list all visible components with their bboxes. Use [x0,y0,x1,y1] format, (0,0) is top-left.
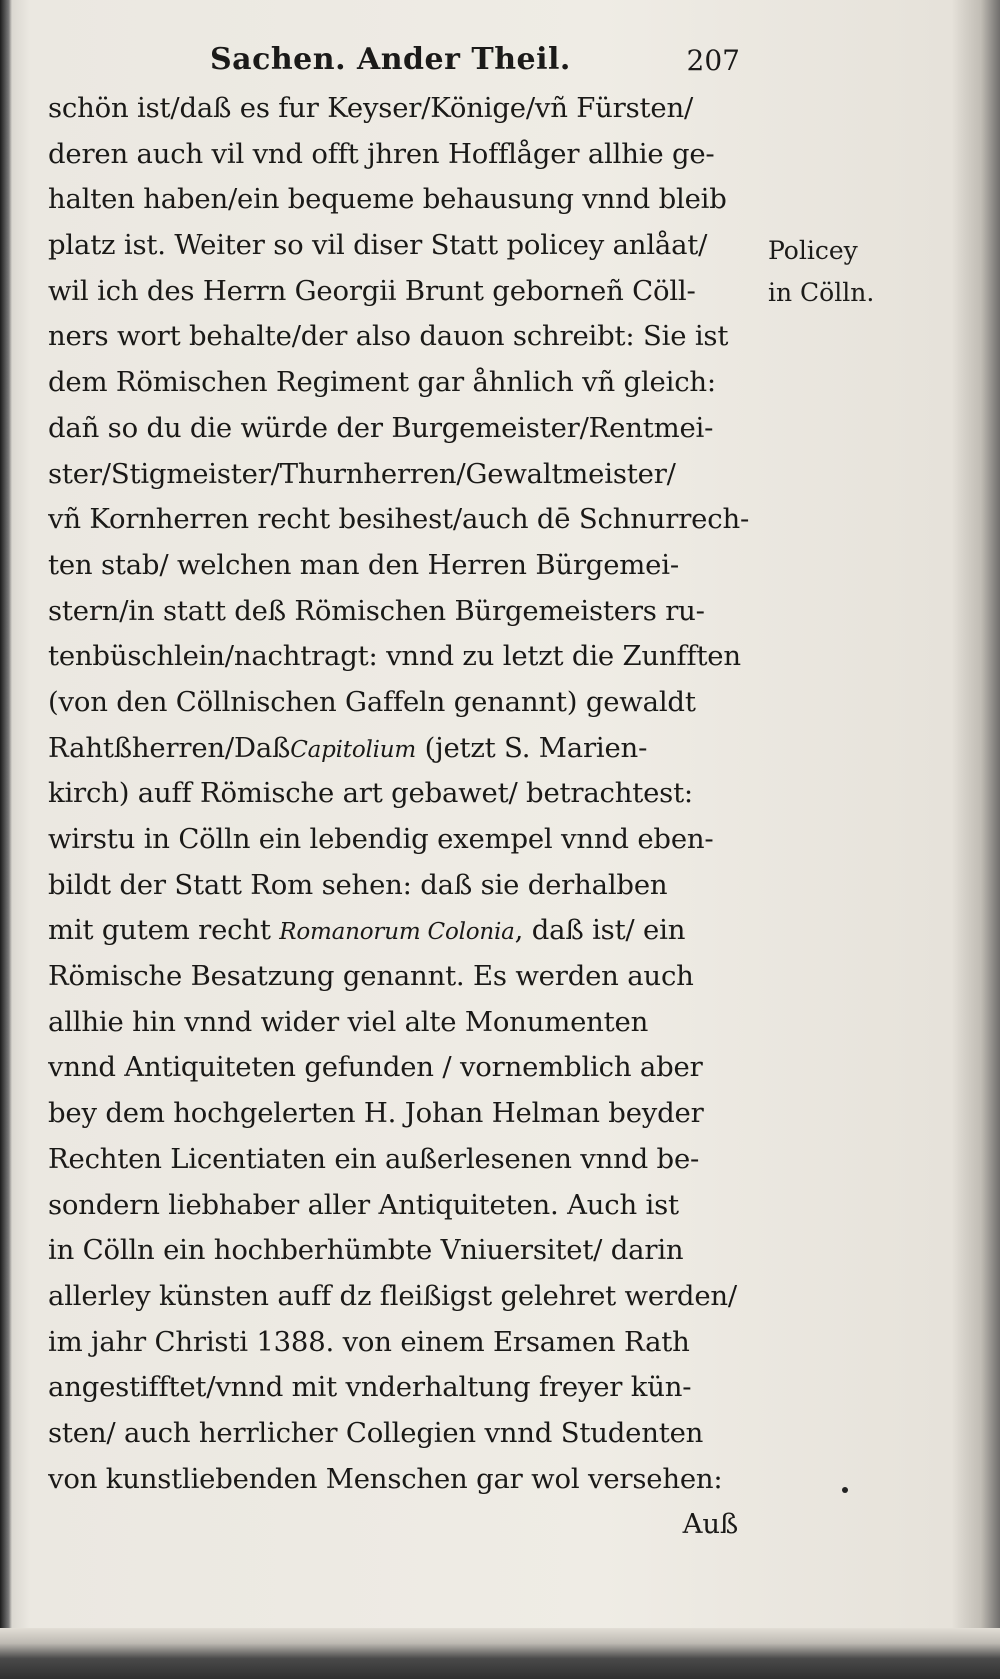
text-line: im jahr Christi 1388. von einem Ersamen Rath [48,1325,690,1358]
ink-speck [842,1487,848,1493]
text-line-mixed [48,908,760,954]
text-line: sondern liebhaber aller Antiquiteten. Auch ist [48,1188,679,1221]
margin-note-line: in Cölln. [768,278,875,307]
text-line: dem Römischen Regiment gar åhnlich vñ gleich: [48,366,716,399]
text-line: tenbüschlein/nachtragt: vnnd zu letzt die Zunfften [48,640,741,673]
latin-term: Capitolium [290,736,417,763]
text-line: kirch) auff Römische art gebawet/ betrachtest: [48,777,693,810]
text-line: ster/Stigmeister/Thurnherren/Gewaltmeister/ [48,457,676,490]
text-line: Römische Besatzung genannt. Es werden auch [48,960,694,993]
text-line: stern/in statt deß Römischen Bürgemeisters ru- [48,594,705,627]
page-edge-right [952,0,1000,1679]
text-line: schön ist/daß es fur Keyser/Könige/vñ Fürsten/ [48,92,694,124]
text-line: angestifftet/vnnd mit vnderhaltung freyer kün- [48,1371,692,1404]
page-number: 207 [686,44,740,77]
text-line: bey dem hochgelerten H. Johan Helman beyder [48,1097,704,1130]
text-line: ten stab/ welchen man den Herren Bürgemei- [48,548,679,581]
text-line: halten haben/ein bequeme behausung vnnd bleib [48,183,727,216]
text-line: vnnd Antiquiteten gefunden / vornemblich aber [48,1051,703,1084]
text-line: platz ist. Weiter so vil diser Statt policey anlåat/ [48,229,708,262]
text-line: sten/ auch herrlicher Collegien vnnd Studenten [48,1416,704,1449]
running-head: Sachen. Ander Theil. [210,42,571,77]
text-segment: mit gutem recht [48,914,271,947]
text-line: bildt der Statt Rom sehen: daß sie derhalben [48,868,668,901]
margin-note [768,230,888,314]
text-segment: Rahtßherren/Daß [48,731,291,764]
binding-gutter-shadow [0,0,12,1679]
text-segment: , daß ist/ ein [514,914,686,947]
text-line: wirstu in Cölln ein lebendig exempel vnnd eben- [48,823,714,855]
text-line: (von den Cöllnischen Gaffeln genannt) gewaldt [48,685,696,718]
text-line: Rechten Licentiaten ein außerlesenen vnnd be- [48,1142,700,1175]
text-line: allhie hin vnnd wider viel alte Monumenten [48,1005,649,1038]
text-line: allerley künsten auff dz fleißigst gelehret werden/ [48,1279,737,1312]
body-text [48,86,760,1548]
text-segment: (jetzt S. Marien- [416,731,648,764]
page-edge-bottom [0,1628,1000,1679]
text-line: deren auch vil vnd offt jhren Hofflåger allhie ge- [48,137,715,170]
page-header [210,42,740,82]
text-line: wil ich des Herrn Georgii Brunt geborneñ Cöll- [48,274,696,307]
text-line: dañ so du die würde der Burgemeister/Rentmei- [48,411,714,444]
margin-note-line: Policey [768,236,858,265]
text-line-mixed [48,726,760,772]
text-line: ners wort behalte/der also dauon schreibt: Sie ist [48,320,729,353]
latin-term: Romanorum Colonia [279,919,515,946]
text-line: in Cölln ein hochberhümbte Vniuersitet/ darin [48,1234,684,1267]
text-line: vñ Kornherren recht besihest/auch dē Schnurrech- [48,503,750,536]
text-line: von kunstliebenden Menschen gar wol versehen: [48,1462,723,1495]
catchword: Auß [682,1508,738,1541]
